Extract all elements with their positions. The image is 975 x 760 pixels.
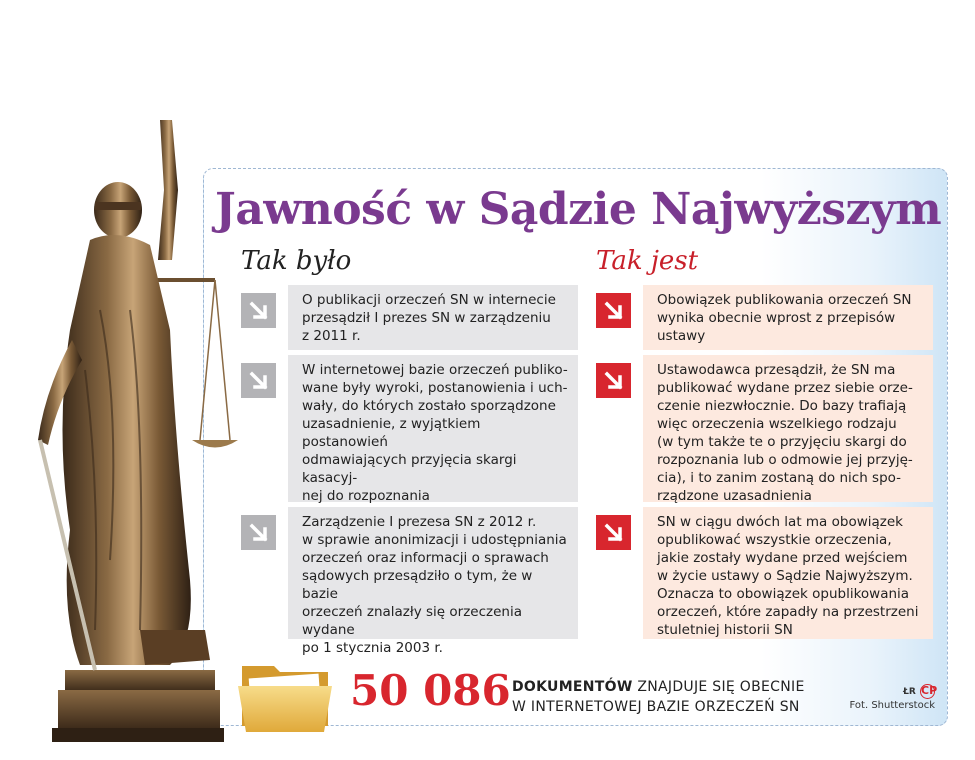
caption-bold: DOKUMENTÓW bbox=[512, 679, 633, 695]
card-now-2 bbox=[596, 355, 933, 502]
card-before-3 bbox=[241, 507, 578, 656]
caption-line2: W INTERNETOWEJ BAZIE ORZECZEŃ SN bbox=[512, 699, 800, 715]
card-now-1-text: Obowiązek publikowania orzeczeń SN wynika obecnie wprost z przepisów ustawy bbox=[657, 292, 912, 344]
card-before-2 bbox=[241, 355, 578, 502]
card-now-3 bbox=[596, 507, 933, 639]
column-heading-now: Tak jest bbox=[596, 246, 699, 276]
credits bbox=[849, 684, 938, 713]
publisher-logo: CP bbox=[921, 684, 938, 697]
arrow-down-right-icon bbox=[596, 293, 631, 328]
arrow-down-right-icon bbox=[241, 515, 276, 550]
column-heading-before: Tak było bbox=[241, 246, 352, 276]
document-count: 50 086 bbox=[350, 666, 511, 715]
lady-justice-statue bbox=[0, 110, 245, 750]
arrow-down-right-icon bbox=[241, 363, 276, 398]
card-before-2-text: W internetowej bazie orzeczeń publiko- wane były wyroki, postanowienia i uch- wały, do których zostało sporządzone uzasadnienie, z wyjątkiem postanowień odmawiających przyjęcia skargi kasacyj- nej do rozpoznania bbox=[302, 362, 568, 504]
arrow-down-right-icon bbox=[596, 515, 631, 550]
document-count-caption bbox=[512, 677, 805, 717]
caption-line1: ZNAJDUJE SIĘ OBECNIE bbox=[632, 679, 805, 695]
card-before-1-text: O publikacji orzeczeń SN w internecie przesądził I prezes SN w zarządzeniu z 2011 r. bbox=[302, 292, 556, 344]
arrow-down-right-icon bbox=[241, 293, 276, 328]
folder-icon bbox=[238, 656, 336, 736]
author-initials: ŁR bbox=[903, 687, 916, 697]
arrow-down-right-icon bbox=[596, 363, 631, 398]
card-now-2-text: Ustawodawca przesądził, że SN ma publikować wydane przez siebie orze- czenie niezwłocznie. Do bazy trafiają więc orzeczenia wszelkiego rodzaju (w tym także te o przyjęciu skargi do rozpoznania lub o odmowie jej przyję- cia), i to zanim zostaną do nich spo- rządzone uzasadnienia bbox=[657, 362, 913, 504]
card-now-1 bbox=[596, 285, 933, 350]
card-before-1 bbox=[241, 285, 578, 350]
photo-credit: Fot. Shutterstock bbox=[849, 700, 935, 711]
card-now-3-text: SN w ciągu dwóch lat ma obowiązek opublikować wszystkie orzeczenia, jakie zostały wydane przed wejściem w życie ustawy o Sądzie Najwyższym. Oznacza to obowiązek opublikowania orzeczeń, które zapadły na przestrzeni stuletniej historii SN bbox=[657, 514, 919, 638]
card-before-3-text: Zarządzenie I prezesa SN z 2012 r. w sprawie anonimizacji i udostępniania orzeczeń oraz informacji o sprawach sądowych przesądziło o tym, że w bazie orzeczeń znalazły się orzeczenia wydane po 1 stycznia 2003 r. bbox=[302, 514, 567, 656]
page-title: Jawność w Sądzie Najwyższym bbox=[215, 184, 942, 235]
